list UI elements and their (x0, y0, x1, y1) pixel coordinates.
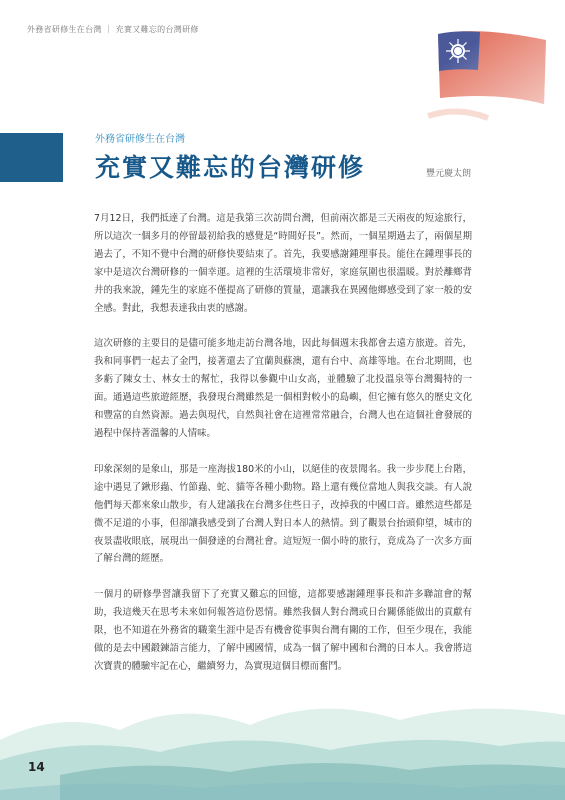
watercolor-mountain-icon (0, 680, 565, 800)
running-header: 外務省研修生在台灣 ｜ 充實又難忘的台灣研修 (27, 25, 199, 34)
page-number: 14 (28, 760, 45, 774)
paragraph-1: 7月12日，我們抵達了台灣。這是我第三次訪問台灣，但前兩次都是三天兩夜的短途旅行，所以這次一個多月的停留最初給我的感覺是“時間好長”。然而，一個星期過去了，兩個星期過去了，不知不覺中台灣的研修快要結束了。首先，我要感謝鍾理事長。能住在鍾理事長的家中是這次台灣研修的一個幸運。這裡的生活環境非常好，家庭氛圍也很溫暖。對於離鄉背井的我來說，鍾先生的家庭不僅提高了研修的質量，還讓我在異國他鄉感受到了家一般的安全感。對此，我想表達我由衷的感謝。 (94, 213, 472, 314)
author-name: 豐元慶太朗 (426, 169, 472, 179)
article-title: 充實又難忘的台灣研修 (95, 153, 366, 182)
paragraph-3: 印象深刻的是象山，那是一座海拔180米的小山，以絕佳的夜景聞名。我一步步爬上台階，途中遇見了鍬形蟲、竹節蟲、蛇、貓等各種小動物。路上還有幾位當地人與我交談。有人說他們每天都來象山散步，有人建議我在台灣多住些日子，改掉我的中國口音。雖然這些都是微不足道的小事，但卻讓我感受到了台灣人對日本人的熱情。到了觀景台抬頭仰望，城市的夜景盡收眼底，展現出一個發達的台灣社會。這短短一個小時的旅行，竟成為了一次多方面了解台灣的經歷。 (94, 463, 472, 565)
article-body (94, 210, 472, 694)
paragraph-4: 一個月的研修學習讓我留下了充實又難忘的回憶，這都要感謝鍾理事長和許多聯誼會的幫助，我這幾天在思考未來如何報答這份恩情。雖然我個人對台灣或日台關係能做出的貢獻有限，也不知道在外務省的職業生涯中是否有機會從事與台灣有關的工作，但至少現在，我能做的是去中國鍛鍊語言能力，了解中國國情，成為一個了解中國和台灣的日本人。我會將這次寶貴的體驗牢記在心，繼續努力，為實現這個目標而奮鬥。 (94, 589, 472, 672)
paragraph-2: 這次研修的主要目的是儘可能多地走訪台灣各地，因此每個週末我都會去遠方旅遊。首先，我和同事們一起去了金門，接著還去了宜蘭與蘇澳，還有台中、高雄等地。在台北期間，也多虧了陳女士、林女士的幫忙，我得以參觀中山女高，並體驗了北投溫泉等台灣獨特的一面。通過這些旅遊經歷，我發現台灣雖然是一個相對較小的島嶼，但它擁有悠久的歷史文化和豐富的自然資源。過去與現代，自然與社會在這裡常常融合，台灣人也在這個社會發展的過程中保持著溫馨的人情味。 (94, 338, 472, 439)
accent-bar (0, 133, 63, 182)
section-kicker: 外務省研修生在台灣 (95, 134, 185, 145)
taiwan-flag-icon (418, 26, 548, 126)
